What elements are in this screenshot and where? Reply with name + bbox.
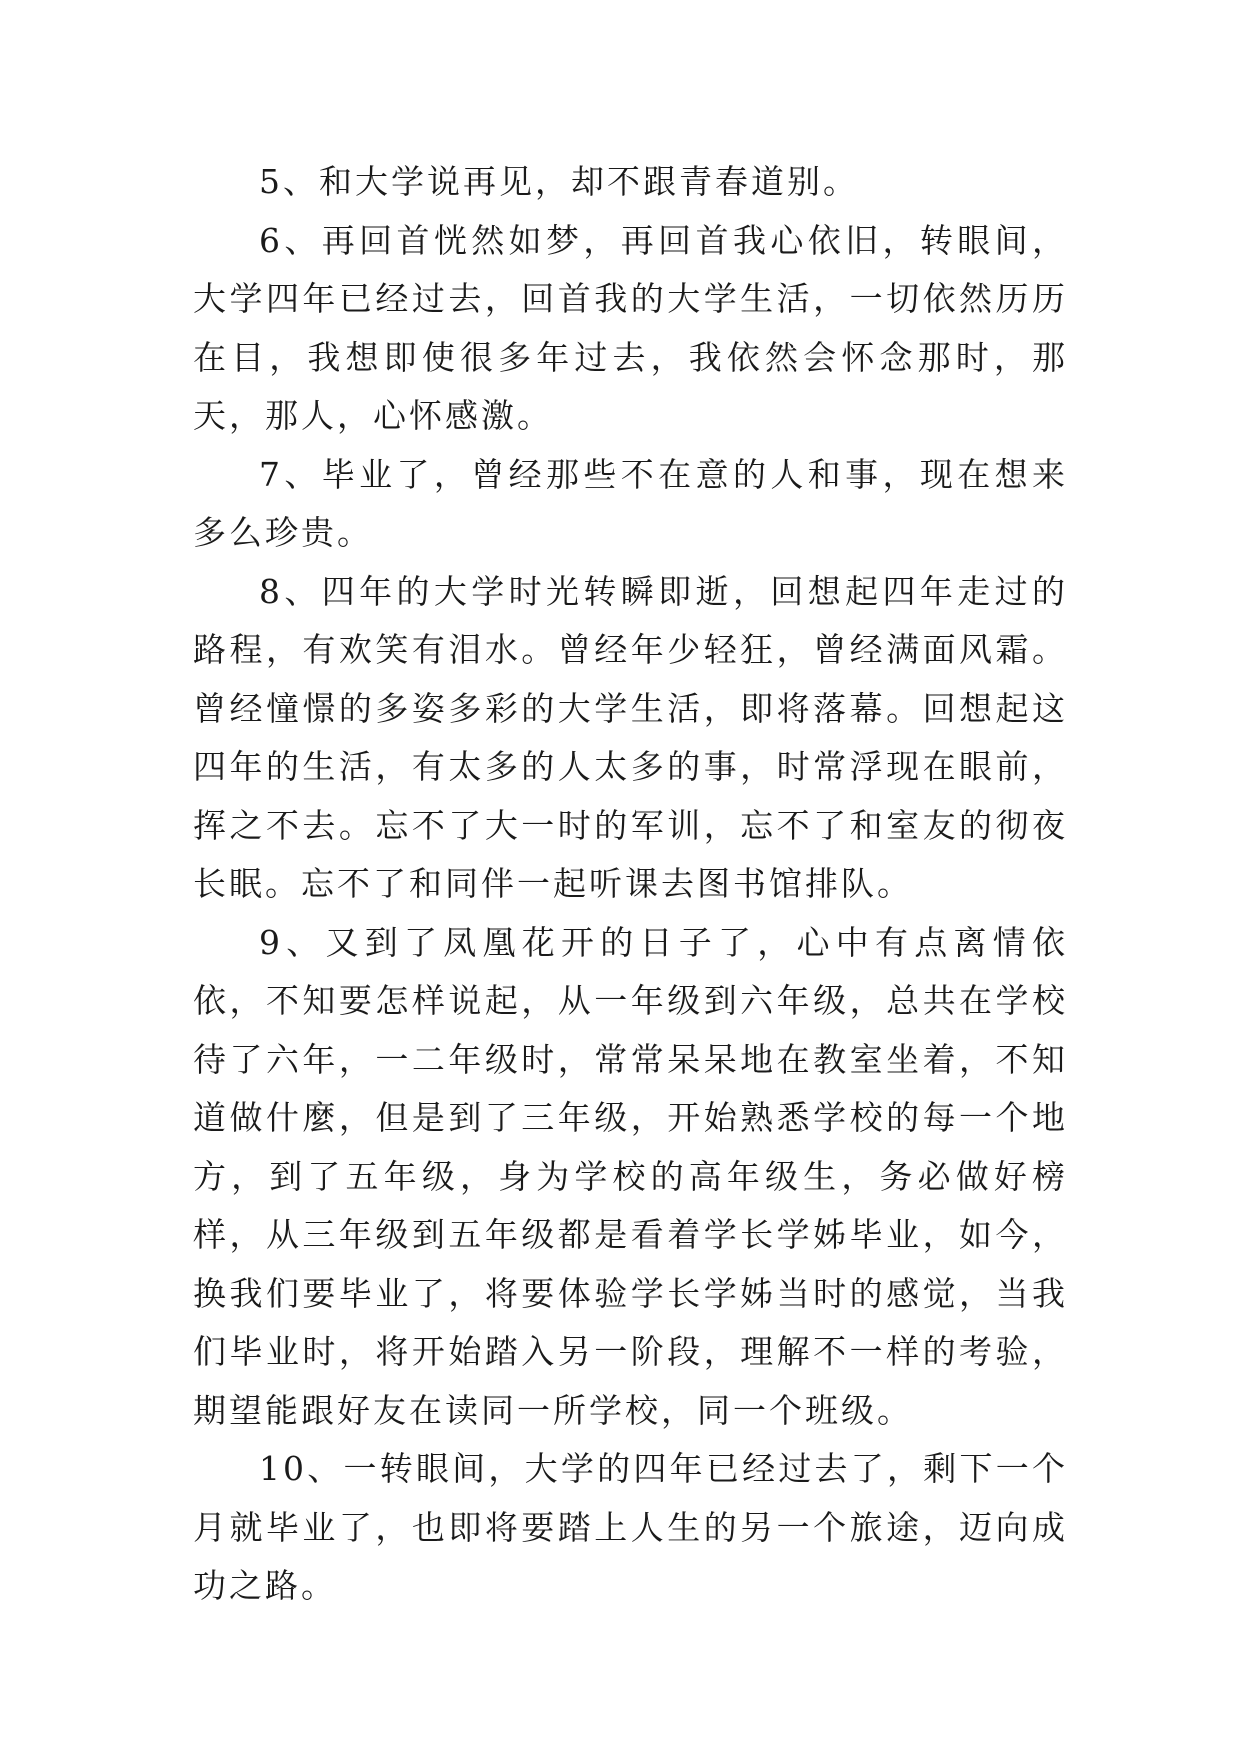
paragraph-6: 6、再回首恍然如梦，再回首我心依旧，转眼间，大学四年已经过去，回首我的大学生活，一切依然历历在目，我想即使很多年过去，我依然会怀念那时，那天，那人，心怀感激。 — [193, 220, 1068, 435]
paragraph-7: 7、毕业了，曾经那些不在意的人和事，现在想来多么珍贵。 — [193, 454, 1068, 552]
paragraph-8: 8、四年的大学时光转瞬即逝，回想起四年走过的路程，有欢笑有泪水。曾经年少轻狂，曾经满面风霜。曾经憧憬的多姿多彩的大学生活，即将落幕。回想起这四年的生活，有太多的人太多的事，时常浮现在眼前，挥之不去。忘不了大一时的军训，忘不了和室友的彻夜长眠。忘不了和同伴一起听课去图书馆排队。 — [193, 571, 1068, 903]
document-body — [193, 153, 1068, 1616]
paragraph-10: 10、一转眼间，大学的四年已经过去了，剩下一个月就毕业了，也即将要踏上人生的另一个旅途，迈向成功之路。 — [193, 1449, 1068, 1605]
paragraph-9: 9、又到了凤凰花开的日子了，心中有点离情依依，不知要怎样说起，从一年级到六年级，总共在学校待了六年，一二年级时，常常呆呆地在教室坐着，不知道做什麼，但是到了三年级，开始熟悉学校的每一个地方，到了五年级，身为学校的高年级生，务必做好榜样，从三年级到五年级都是看着学长学姊毕业，如今，换我们要毕业了，将要体验学长学姊当时的感觉，当我们毕业时，将开始踏入另一阶段，理解不一样的考验，期望能跟好友在读同一所学校，同一个班级。 — [193, 922, 1068, 1430]
paragraph-5: 5、和大学说再见，却不跟青春道别。 — [259, 162, 859, 201]
